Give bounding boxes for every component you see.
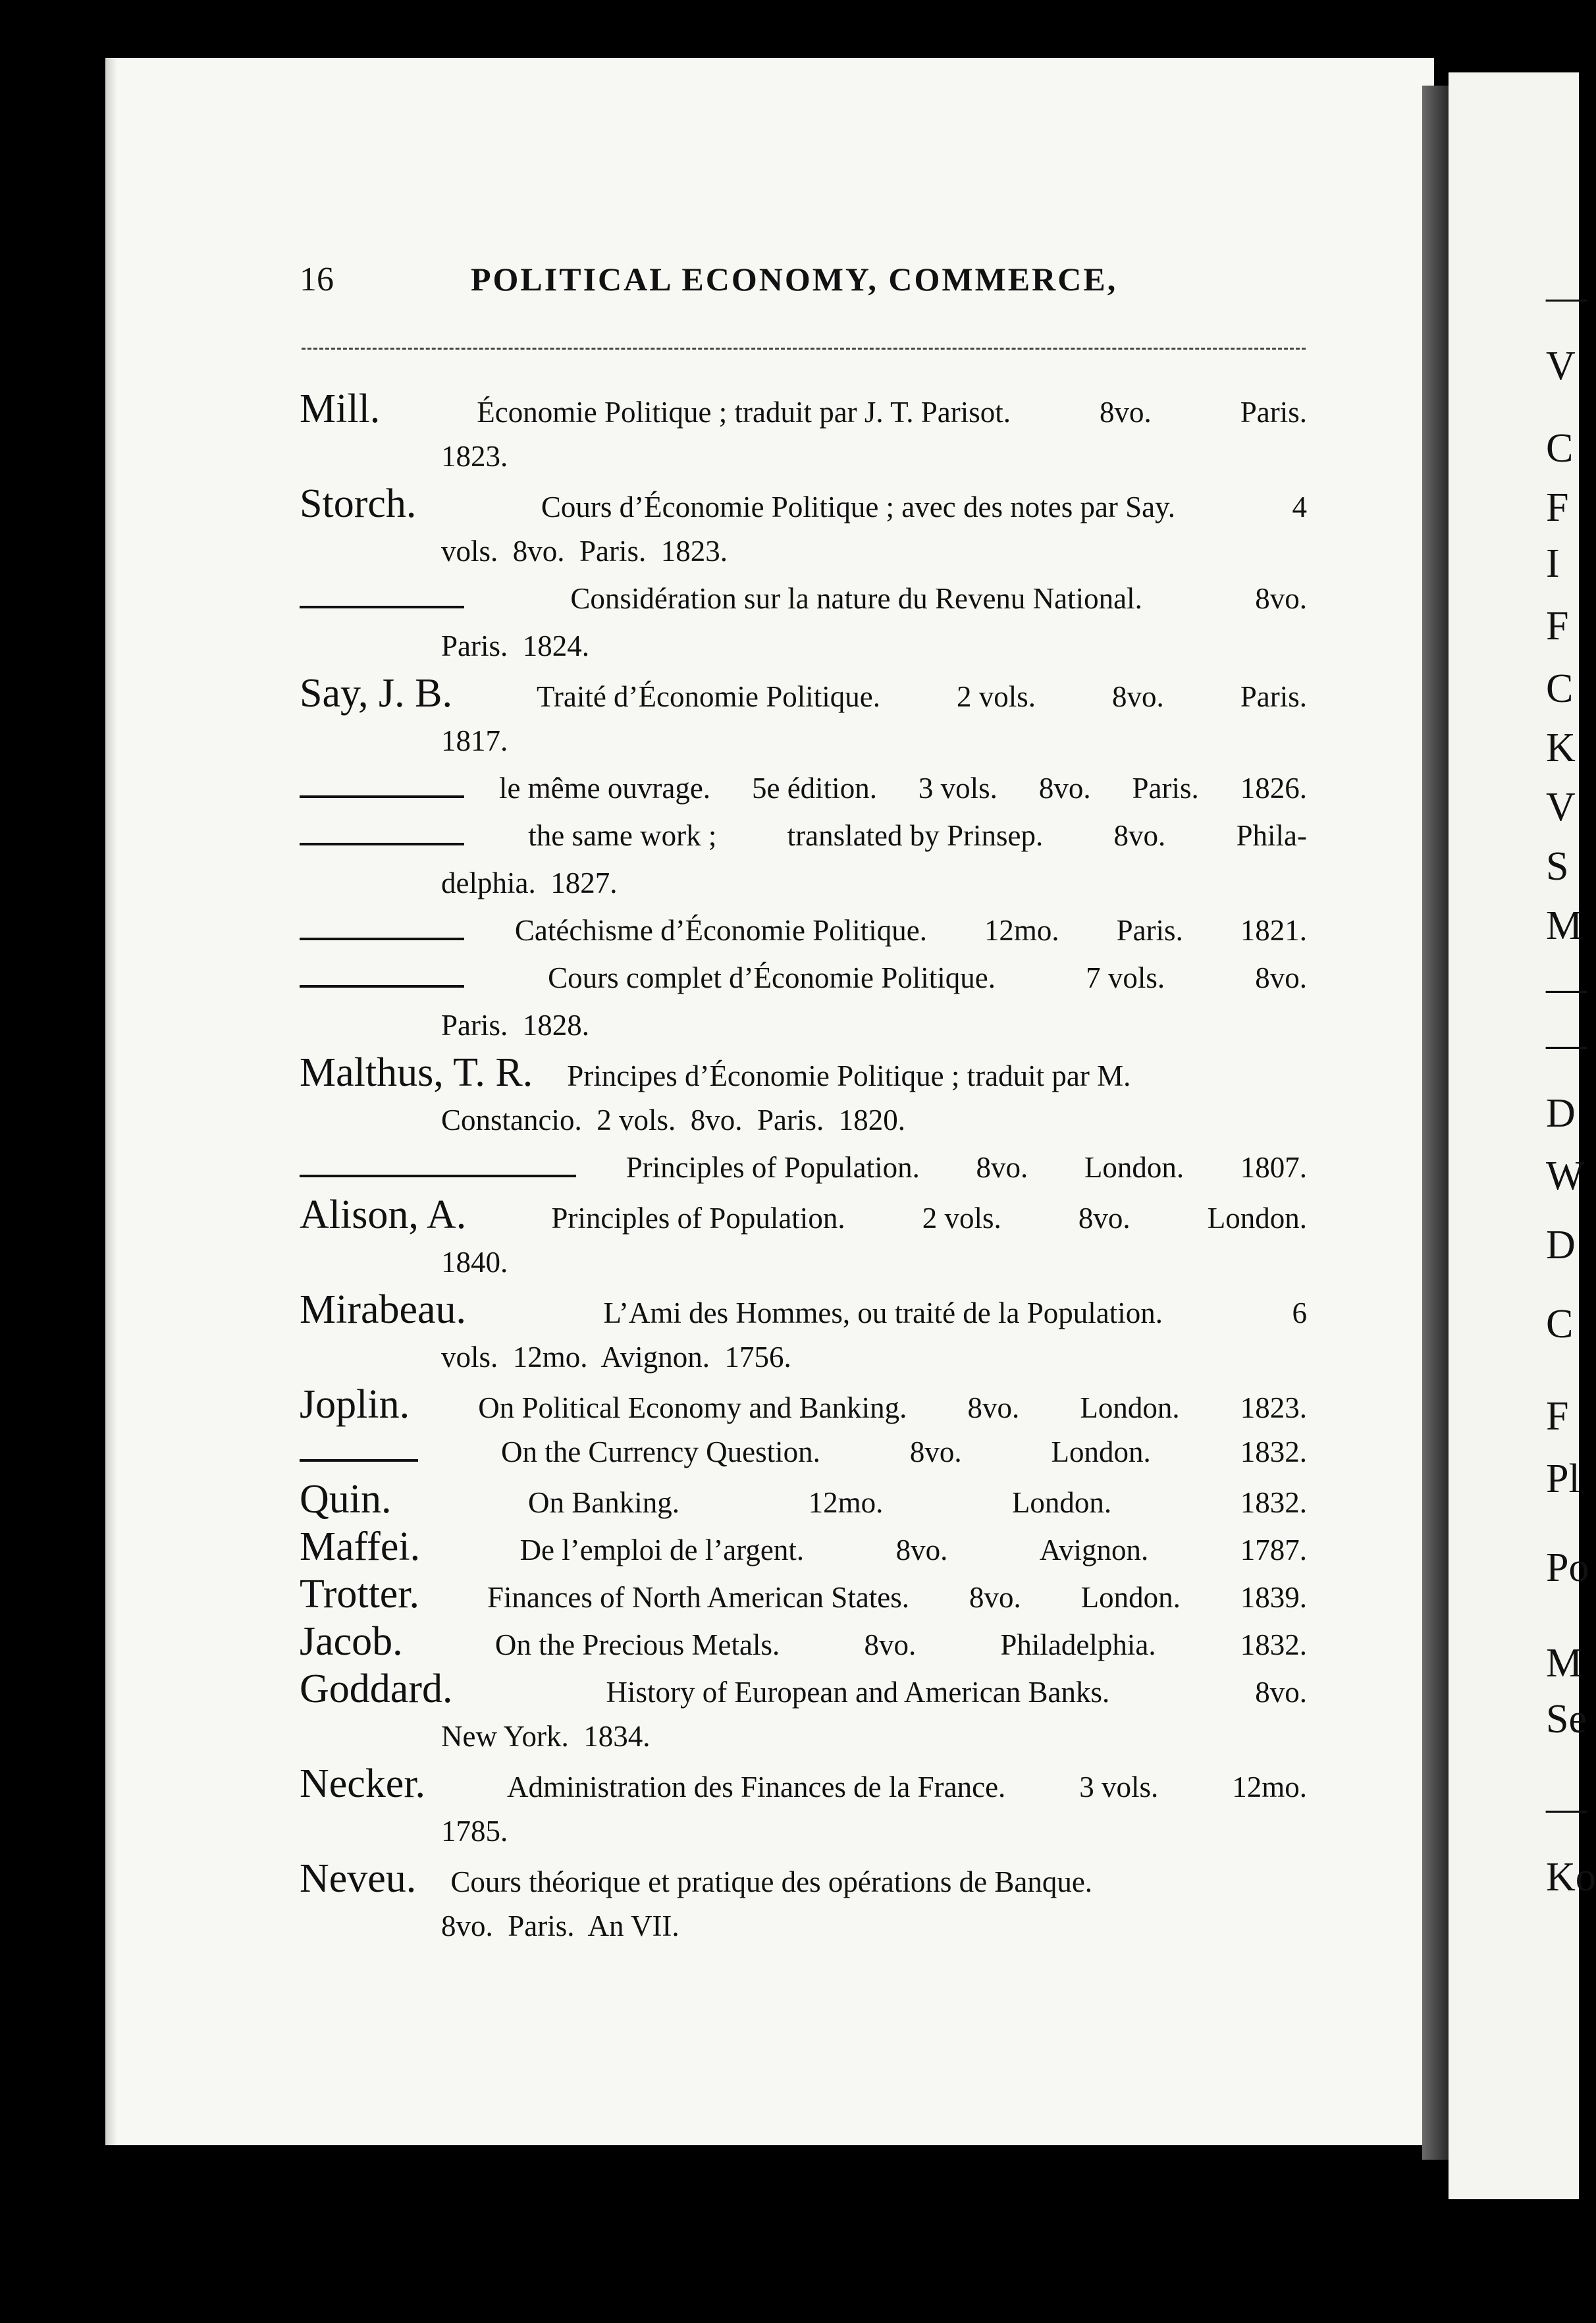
facing-page-letter: F <box>1546 604 1569 649</box>
bibliography-list <box>300 385 1307 1950</box>
entry-author: Alison, A. <box>300 1192 467 1237</box>
entry-text: History of European and American Banks. <box>606 1676 1110 1709</box>
entry-text: London. <box>1011 1486 1112 1519</box>
bibliography-entry <box>300 1428 1307 1476</box>
entry-author: Goddard. <box>300 1667 453 1711</box>
facing-page-letter: W <box>1546 1154 1585 1198</box>
entry-author: Joplin. <box>300 1382 410 1427</box>
entry-text: 7 vols. <box>1086 961 1165 994</box>
entry-text: 2 vols. <box>956 680 1036 713</box>
entry-first-line <box>300 1760 1307 1807</box>
entry-text: On the Precious Metals. <box>494 1628 780 1661</box>
entry-text: Philadelphia. <box>1000 1628 1156 1661</box>
entry-first-line <box>300 1855 1307 1902</box>
facing-page-letter: C <box>1546 1302 1574 1347</box>
entry-text: London. <box>1080 1581 1181 1614</box>
entry-first-line <box>300 1523 1307 1570</box>
entry-text: Paris. <box>1116 914 1183 947</box>
entry-continuation: 1840. <box>441 1246 508 1279</box>
facing-page-letter: D <box>1546 1091 1576 1136</box>
book-spine-shadow <box>1422 86 1449 2160</box>
entry-text: Cours complet d’Économie Politique. <box>548 961 996 994</box>
entry-text: 1832. <box>1240 1628 1307 1661</box>
entry-text: 1807. <box>1240 1151 1307 1184</box>
entry-text: 8vo. <box>1255 961 1307 994</box>
entry-text: 8vo. <box>895 1534 948 1566</box>
page-edge <box>105 58 117 2145</box>
entry-author: Jacob. <box>300 1619 403 1664</box>
entry-author: Trotter. <box>300 1572 420 1616</box>
entry-text: 1832. <box>1240 1435 1307 1468</box>
entry-text: Principles of Population. <box>625 1151 920 1184</box>
entry-text: Traité d’Économie Politique. <box>536 680 880 713</box>
entry-continuation: 1817. <box>441 724 508 757</box>
ditto-dash <box>300 1459 418 1462</box>
ditto-dash <box>300 843 464 845</box>
ditto-dash <box>300 938 464 940</box>
entry-first-line <box>300 764 1307 812</box>
entry-text: London. <box>1207 1202 1307 1235</box>
entry-text: 8vo. <box>1078 1202 1130 1235</box>
entry-author: Neveu. <box>300 1856 417 1901</box>
bibliography-entry <box>300 1523 1307 1570</box>
entry-text: 1787. <box>1240 1534 1307 1566</box>
bibliography-entry <box>300 1618 1307 1665</box>
page-header <box>300 260 1327 313</box>
entry-text: 8vo. <box>909 1435 962 1468</box>
bibliography-entry <box>300 575 1307 670</box>
entry-text: le même ouvrage. <box>498 772 711 805</box>
entry-first-line <box>300 1476 1307 1523</box>
entry-text: Avignon. <box>1039 1534 1149 1566</box>
entry-text: 1826. <box>1240 772 1307 805</box>
entry-text: On Political Economy and Banking. <box>478 1391 907 1424</box>
entry-text: 1823. <box>1240 1391 1307 1424</box>
entry-text: 12mo. <box>808 1486 884 1519</box>
facing-page-letter: V <box>1546 344 1576 388</box>
entry-text: On the Currency Question. <box>500 1435 820 1468</box>
entry-text: 12mo. <box>1232 1771 1307 1803</box>
entry-text: 8vo. <box>1100 396 1152 429</box>
entry-first-line <box>300 812 1307 859</box>
entry-first-line <box>300 1665 1307 1713</box>
facing-page-letter: — <box>1546 966 1587 1011</box>
bibliography-entry <box>300 670 1307 764</box>
facing-page-letter: C <box>1546 426 1574 471</box>
facing-page-letter: — <box>1546 1022 1587 1067</box>
bibliography-entry <box>300 1381 1307 1428</box>
entry-first-line <box>300 385 1307 433</box>
entry-author: Storch. <box>300 481 417 526</box>
facing-page-letter: V <box>1546 785 1576 830</box>
entry-text: L’Ami des Hommes, ou traité de la Population. <box>603 1296 1163 1329</box>
facing-page-letter: F <box>1546 1394 1569 1439</box>
facing-page-letter: S <box>1546 844 1569 889</box>
entry-first-line <box>300 954 1307 1001</box>
entry-text: Administration des Finances de la France. <box>507 1771 1006 1803</box>
entry-author: Maffei. <box>300 1524 421 1569</box>
entry-text: London. <box>1051 1435 1151 1468</box>
bibliography-entry <box>300 385 1307 480</box>
entry-text: 8vo. <box>1255 582 1307 615</box>
entry-text: 8vo. <box>1255 1676 1307 1709</box>
bibliography-entry <box>300 1049 1307 1144</box>
running-title: POLITICAL ECONOMY, COMMERCE, <box>471 261 1118 298</box>
entry-continuation: vols. 8vo. Paris. 1823. <box>441 535 728 568</box>
entry-text: 8vo. <box>969 1581 1021 1614</box>
entry-author: Malthus, T. R. <box>300 1050 533 1095</box>
entry-author: Quin. <box>300 1477 392 1522</box>
entry-text: Paris. <box>1240 680 1307 713</box>
entry-text: Cours théorique et pratique des opérations de Banque. <box>450 1865 1093 1898</box>
entry-text: On Banking. <box>528 1486 680 1519</box>
facing-page-letter: F <box>1546 485 1569 530</box>
entry-text: London. <box>1084 1151 1184 1184</box>
entry-first-line <box>300 1286 1307 1333</box>
entry-text: 12mo. <box>984 914 1059 947</box>
facing-page-letter: — <box>1546 1786 1587 1830</box>
entry-continuation: vols. 12mo. Avignon. 1756. <box>441 1341 791 1374</box>
entry-text: 2 vols. <box>922 1202 1001 1235</box>
entry-text: 8vo. <box>967 1391 1020 1424</box>
entry-text: Catéchisme d’Économie Politique. <box>514 914 928 947</box>
entry-text: De l’emploi de l’argent. <box>519 1534 805 1566</box>
entry-first-line <box>300 1144 1307 1191</box>
entry-text: 8vo. <box>1038 772 1091 805</box>
bibliography-entry <box>300 1476 1307 1523</box>
entry-continuation: New York. 1834. <box>441 1720 651 1753</box>
entry-author: Say, J. B. <box>300 671 452 716</box>
facing-page-letter: D <box>1546 1223 1576 1268</box>
entry-text: 8vo. <box>976 1151 1028 1184</box>
entry-text: 3 vols. <box>918 772 998 805</box>
facing-page-letter: Po <box>1546 1545 1589 1590</box>
entry-continuation: 8vo. Paris. An VII. <box>441 1909 679 1942</box>
bibliography-entry <box>300 1286 1307 1381</box>
entry-text: 4 <box>1292 491 1307 523</box>
entry-continuation: Paris. 1828. <box>441 1009 589 1042</box>
entry-text: Principles of Population. <box>551 1202 845 1235</box>
entry-text: 1839. <box>1240 1581 1307 1614</box>
page-number: 16 <box>300 261 334 298</box>
entry-continuation: 1785. <box>441 1815 508 1848</box>
ditto-dash <box>300 985 464 988</box>
entry-continuation: Paris. 1824. <box>441 629 589 662</box>
ditto-dash <box>300 795 464 798</box>
entry-first-line <box>300 670 1307 717</box>
entry-text: Principes d’Économie Politique ; traduit par M. <box>567 1059 1131 1092</box>
entry-first-line <box>300 907 1307 954</box>
header-rule <box>302 348 1306 350</box>
entry-author: Mirabeau. <box>300 1287 467 1332</box>
facing-page-letter: C <box>1546 666 1574 711</box>
facing-page-letter: Ko <box>1546 1855 1596 1900</box>
facing-page-letter: Se <box>1546 1697 1587 1742</box>
entry-text: 8vo. <box>864 1628 917 1661</box>
entry-text: 8vo. <box>1113 819 1166 852</box>
entry-continuation: 1823. <box>441 440 508 473</box>
entry-first-line <box>300 480 1307 527</box>
entry-text: Phila- <box>1236 819 1307 852</box>
entry-text: translated by Prinsep. <box>787 819 1044 852</box>
bibliography-entry <box>300 1144 1307 1191</box>
entry-text: Cours d’Économie Politique ; avec des notes par Say. <box>541 491 1175 523</box>
bibliography-entry <box>300 480 1307 575</box>
facing-page-letter: — <box>1546 275 1587 319</box>
bibliography-entry <box>300 954 1307 1049</box>
ditto-dash <box>300 606 464 608</box>
entry-continuation: delphia. 1827. <box>441 867 618 899</box>
facing-page-letter: K <box>1546 726 1576 770</box>
entry-author: Necker. <box>300 1761 426 1806</box>
entry-text: 1832. <box>1240 1486 1307 1519</box>
entry-text: 3 vols. <box>1079 1771 1159 1803</box>
bibliography-entry <box>300 1570 1307 1618</box>
entry-first-line <box>300 575 1307 622</box>
bibliography-entry <box>300 1191 1307 1286</box>
entry-text: 8vo. <box>1111 680 1164 713</box>
entry-first-line <box>300 1618 1307 1665</box>
facing-page-letter: Pl <box>1546 1456 1580 1501</box>
bibliography-entry <box>300 1760 1307 1855</box>
entry-text: 5e édition. <box>751 772 877 805</box>
entry-text: Paris. <box>1132 772 1199 805</box>
entry-text: Finances of North American States. <box>487 1581 910 1614</box>
ditto-dash <box>300 1175 576 1177</box>
entry-continuation: Constancio. 2 vols. 8vo. Paris. 1820. <box>441 1104 905 1136</box>
facing-page-fragment <box>1449 72 1596 2199</box>
entry-text: 1821. <box>1240 914 1307 947</box>
entry-text: the same work ; <box>528 819 717 852</box>
bibliography-entry <box>300 812 1307 907</box>
facing-page-letter: I <box>1546 541 1560 586</box>
entry-first-line <box>300 1191 1307 1239</box>
entry-first-line <box>300 1381 1307 1428</box>
entry-first-line <box>300 1049 1307 1096</box>
bibliography-entry <box>300 764 1307 812</box>
bibliography-entry <box>300 1665 1307 1760</box>
entry-text: Économie Politique ; traduit par J. T. Parisot. <box>477 396 1011 429</box>
entry-first-line <box>300 1428 1307 1476</box>
facing-page-letter: M <box>1546 903 1583 948</box>
entry-text: 6 <box>1292 1296 1307 1329</box>
bibliography-entry <box>300 1855 1307 1950</box>
entry-first-line <box>300 1570 1307 1618</box>
entry-text: London. <box>1080 1391 1180 1424</box>
facing-page-letter: M <box>1546 1641 1583 1686</box>
entry-author: Mill. <box>300 387 381 431</box>
entry-text: Paris. <box>1240 396 1307 429</box>
bibliography-entry <box>300 907 1307 954</box>
entry-text: Considération sur la nature du Revenu National. <box>570 582 1142 615</box>
